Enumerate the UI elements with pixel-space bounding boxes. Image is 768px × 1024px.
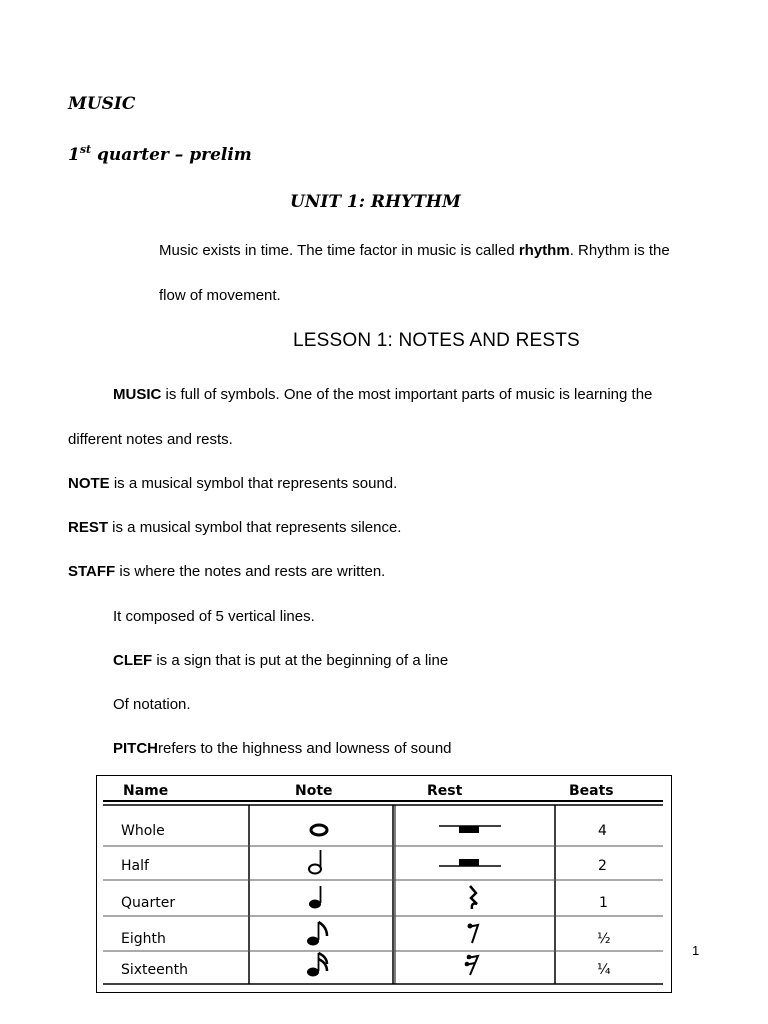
pitch-def-text: refers to the highness and lowness of sound: [158, 740, 452, 757]
notes-rests-table-graphic: [97, 776, 671, 992]
intro-text-a: Music exists in time. The time factor in music is called: [159, 242, 519, 259]
quarter-rest-icon: [470, 886, 477, 909]
sixteenth-rest-icon: [465, 955, 478, 975]
row-whole-beats: 4: [598, 823, 607, 839]
half-rest-icon: [439, 859, 501, 866]
pitch-term: PITCH: [113, 740, 158, 757]
staff-extra: It composed of 5 vertical lines.: [113, 608, 315, 625]
clef-def-text: is a sign that is put at the beginning of a line: [152, 652, 449, 669]
row-quarter-beats: 1: [599, 895, 608, 911]
quarter-note-icon: [309, 886, 321, 909]
quarter-heading: [68, 143, 252, 165]
row-sixteenth-beats: ¼: [597, 962, 611, 978]
rest-def-text: is a musical symbol that represents silence.: [108, 519, 402, 536]
row-eighth-beats: ½: [597, 931, 611, 947]
sixteenth-note-icon: [307, 953, 327, 977]
row-whole-name: Whole: [121, 823, 165, 839]
intro-text-c: . Rhythm is the: [569, 242, 670, 259]
quarter-number: 1: [68, 145, 80, 165]
note-def-text: is a musical symbol that represents sound.: [109, 475, 398, 492]
rest-term: REST: [68, 519, 109, 536]
note-term: NOTE: [68, 475, 110, 492]
eighth-rest-icon: [468, 924, 479, 944]
intro-line-1: [159, 242, 670, 260]
music-definition-cont: different notes and rests.: [68, 431, 233, 448]
whole-rest-icon: [439, 826, 501, 833]
row-quarter-name: Quarter: [121, 895, 176, 911]
rhythm-term: rhythm: [518, 242, 570, 259]
music-term: MUSIC: [113, 386, 162, 403]
note-definition: [68, 475, 397, 493]
music-def-text: is full of symbols. One of the most important parts of music is learning the: [161, 386, 653, 403]
staff-def-text: is where the notes and rests are written.: [115, 563, 386, 580]
half-note-icon: [309, 850, 321, 874]
row-sixteenth-name: Sixteenth: [121, 962, 189, 978]
clef-definition-cont: Of notation.: [113, 696, 191, 713]
whole-note-icon: [311, 825, 327, 835]
row-eighth-name: Eighth: [121, 931, 166, 947]
quarter-label: quarter – prelim: [91, 145, 252, 165]
eighth-note-icon: [307, 922, 327, 946]
header-rest: Rest: [427, 783, 463, 799]
header-note: Note: [295, 783, 333, 799]
clef-term: CLEF: [113, 652, 153, 669]
intro-line-2: flow of movement.: [159, 287, 281, 304]
rest-definition: [68, 519, 401, 537]
music-definition: [113, 386, 652, 404]
notes-rests-table: [96, 775, 672, 993]
row-half-name: Half: [121, 858, 149, 874]
quarter-superscript: st: [79, 143, 92, 156]
clef-definition: [113, 652, 448, 670]
subject-heading: MUSIC: [68, 94, 136, 114]
unit-title: UNIT 1: RHYTHM: [290, 192, 461, 212]
lesson-title: LESSON 1: NOTES AND RESTS: [293, 330, 580, 351]
staff-term: STAFF: [68, 563, 116, 580]
staff-definition: [68, 563, 385, 581]
pitch-definition: [113, 740, 452, 758]
row-half-beats: 2: [598, 858, 607, 874]
header-beats: Beats: [569, 783, 614, 799]
page-number: 1: [692, 943, 700, 958]
header-name: Name: [123, 783, 169, 799]
